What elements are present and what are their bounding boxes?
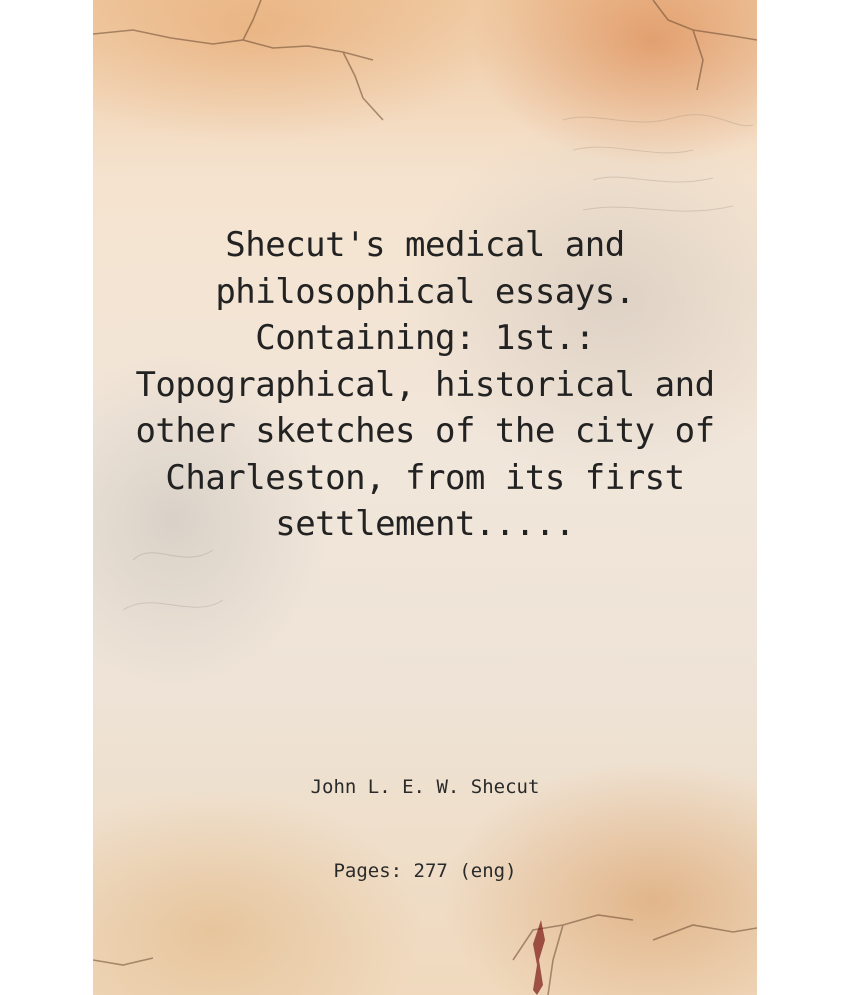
book-title: Shecut's medical and philosophical essays. Containing: 1st.: Topographical, historical and other sketches of the city of Charleston, from its first settlement..... xyxy=(135,225,715,544)
page-count: Pages: 277 (eng) xyxy=(333,860,517,882)
book-cover xyxy=(93,0,757,995)
book-author: John L. E. W. Shecut xyxy=(310,776,540,798)
